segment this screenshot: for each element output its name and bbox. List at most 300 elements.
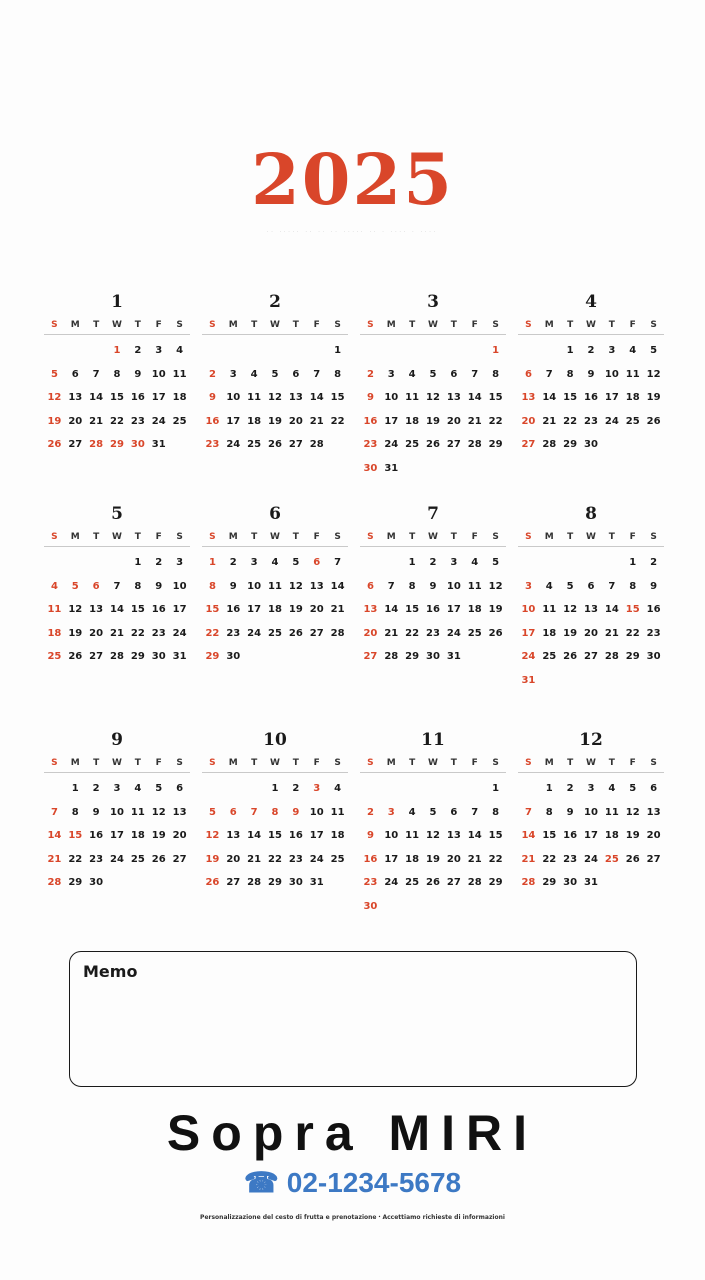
day-cell: 11 (405, 392, 420, 403)
weekday-label: T (608, 532, 615, 542)
day-cell: 15 (205, 604, 220, 615)
day-cell: 30 (426, 651, 440, 662)
weekday-label: T (450, 320, 457, 330)
weekday-label: T (567, 532, 574, 542)
weekday-label: W (428, 758, 438, 768)
day-empty (265, 339, 286, 363)
day-cell: 31 (384, 462, 399, 474)
weekday-label: T (134, 758, 141, 768)
day-empty (223, 777, 244, 801)
day-cell: 16 (563, 830, 578, 841)
day-cell: 2 (92, 783, 100, 794)
weekday-label: T (409, 320, 416, 330)
day-cell: 4 (334, 783, 342, 794)
day-cell: 15 (488, 830, 503, 841)
day-cell: 18 (172, 392, 187, 403)
day-cell: 18 (330, 830, 345, 841)
month-title: 12 (579, 730, 603, 750)
day-cell: 21 (330, 604, 345, 615)
weekday-label: F (471, 758, 478, 768)
day-cell: 8 (208, 580, 216, 592)
day-cell: 31 (521, 674, 536, 686)
day-cell: 24 (521, 651, 536, 662)
day-cell: 7 (50, 806, 58, 818)
day-empty (601, 551, 622, 575)
day-cell: 19 (646, 392, 661, 403)
day-cell: 30 (646, 651, 661, 662)
weekday-header (202, 320, 348, 335)
day-empty (360, 777, 381, 801)
day-cell: 30 (363, 900, 378, 912)
day-cell: 25 (542, 651, 557, 662)
month-title: 2 (269, 292, 281, 312)
day-cell: 8 (271, 806, 279, 818)
day-empty (402, 777, 423, 801)
day-cell: 11 (405, 830, 420, 841)
day-grid (360, 547, 506, 669)
day-cell: 1 (113, 345, 121, 356)
day-cell: 10 (110, 806, 124, 818)
day-cell: 3 (387, 368, 395, 380)
day-cell: 23 (89, 853, 104, 865)
day-cell: 11 (604, 806, 619, 818)
day-cell: 23 (151, 627, 166, 639)
day-cell: 16 (226, 604, 241, 615)
day-cell: 27 (226, 877, 241, 888)
day-cell: 27 (646, 853, 661, 865)
day-grid (44, 773, 190, 895)
day-cell: 6 (92, 580, 100, 592)
day-empty (65, 551, 86, 575)
day-cell: 22 (110, 415, 124, 427)
weekday-label: T (93, 320, 100, 330)
day-cell: 13 (89, 604, 104, 615)
day-cell: 16 (426, 604, 440, 615)
day-cell: 28 (604, 651, 619, 662)
day-cell: 26 (488, 627, 503, 639)
weekday-label: M (544, 758, 554, 768)
day-cell: 18 (405, 415, 420, 427)
day-cell: 6 (71, 368, 79, 380)
month-3 (360, 290, 506, 502)
day-cell: 24 (384, 439, 399, 450)
weekday-label: T (409, 532, 416, 542)
day-cell: 9 (155, 580, 163, 592)
day-cell: 12 (68, 604, 83, 615)
weekday-label: S (334, 320, 341, 330)
day-cell: 23 (130, 415, 145, 427)
day-cell: 8 (492, 368, 500, 380)
day-cell: 13 (288, 392, 303, 403)
day-grid (202, 773, 348, 895)
day-cell: 9 (292, 806, 300, 818)
weekday-header (44, 320, 190, 335)
day-cell: 20 (363, 627, 378, 639)
day-cell: 20 (226, 853, 241, 865)
day-cell: 12 (426, 392, 440, 403)
day-cell: 30 (288, 877, 303, 888)
day-cell: 27 (446, 439, 461, 450)
day-cell: 9 (366, 830, 374, 841)
day-cell: 12 (563, 604, 578, 615)
day-cell: 5 (71, 580, 79, 592)
weekday-label: T (251, 758, 258, 768)
day-cell: 23 (226, 627, 241, 639)
day-cell: 7 (471, 806, 479, 818)
day-cell: 14 (47, 830, 62, 841)
day-cell: 6 (450, 806, 458, 818)
day-empty (518, 777, 539, 801)
day-cell: 13 (446, 830, 461, 841)
day-cell: 17 (584, 830, 598, 841)
weekday-label: W (270, 320, 280, 330)
day-cell: 19 (268, 415, 282, 427)
weekday-header (360, 532, 506, 547)
weekday-label: S (492, 532, 499, 542)
day-cell: 5 (629, 783, 637, 794)
weekday-label: S (525, 758, 532, 768)
month-4 (518, 290, 664, 502)
day-cell: 8 (629, 580, 637, 592)
month-title: 1 (111, 292, 123, 312)
day-cell: 13 (584, 604, 598, 615)
weekday-label: S (650, 758, 657, 768)
day-cell: 29 (130, 651, 145, 662)
month-title: 11 (421, 730, 445, 750)
day-cell: 25 (604, 853, 619, 865)
weekday-label: T (251, 532, 258, 542)
day-cell: 7 (334, 557, 342, 568)
day-cell: 4 (50, 580, 58, 592)
weekday-label: T (450, 532, 457, 542)
day-cell: 14 (247, 830, 262, 841)
day-cell: 26 (563, 651, 578, 662)
day-cell: 20 (309, 604, 324, 615)
day-cell: 30 (130, 439, 145, 450)
month-12 (518, 728, 664, 948)
day-cell: 16 (646, 604, 661, 615)
day-cell: 7 (387, 580, 395, 592)
weekday-label: T (292, 758, 299, 768)
day-empty (244, 777, 265, 801)
day-cell: 28 (384, 651, 399, 662)
weekday-label: M (228, 532, 238, 542)
day-cell: 15 (68, 830, 83, 841)
month-8 (518, 502, 664, 728)
day-cell: 29 (110, 439, 124, 450)
day-empty (518, 339, 539, 363)
day-cell: 24 (384, 877, 399, 888)
day-cell: 5 (650, 345, 658, 356)
day-cell: 12 (151, 806, 166, 818)
day-cell: 15 (542, 830, 557, 841)
day-cell: 2 (650, 557, 658, 568)
day-cell: 18 (604, 830, 619, 841)
day-cell: 25 (268, 627, 282, 639)
day-cell: 12 (268, 392, 282, 403)
weekday-label: F (155, 758, 162, 768)
month-title: 5 (111, 504, 123, 524)
day-cell: 31 (446, 651, 461, 662)
month-title: 8 (585, 504, 597, 524)
day-cell: 1 (629, 557, 637, 568)
weekday-label: W (112, 532, 122, 542)
day-cell: 16 (363, 415, 378, 427)
weekday-label: F (629, 532, 636, 542)
day-cell: 24 (172, 627, 187, 639)
day-cell: 22 (488, 415, 503, 427)
day-cell: 14 (604, 604, 619, 615)
day-cell: 23 (288, 853, 303, 865)
day-cell: 15 (625, 604, 640, 615)
weekday-header (518, 532, 664, 547)
day-cell: 9 (134, 368, 142, 380)
day-cell: 17 (604, 392, 619, 403)
day-cell: 6 (587, 580, 595, 592)
weekday-label: F (313, 320, 320, 330)
day-cell: 15 (563, 392, 578, 403)
day-cell: 24 (309, 853, 324, 865)
day-cell: 17 (446, 604, 461, 615)
day-cell: 4 (408, 368, 416, 380)
day-empty (202, 339, 223, 363)
day-cell: 22 (563, 415, 578, 427)
day-cell: 1 (492, 345, 500, 356)
day-cell: 4 (608, 783, 616, 794)
day-cell: 19 (47, 415, 62, 427)
day-grid (360, 335, 506, 480)
day-cell: 14 (467, 830, 482, 841)
day-cell: 2 (134, 345, 142, 356)
weekday-label: M (386, 532, 396, 542)
day-cell: 29 (488, 877, 503, 888)
day-cell: 30 (89, 877, 104, 888)
weekday-label: F (155, 320, 162, 330)
weekday-label: S (51, 532, 58, 542)
day-grid (202, 547, 348, 669)
day-cell: 18 (467, 604, 482, 615)
day-cell: 19 (426, 415, 440, 427)
day-empty (560, 551, 581, 575)
day-cell: 12 (205, 830, 220, 841)
day-cell: 31 (151, 439, 166, 450)
day-cell: 4 (271, 557, 279, 568)
weekday-label: F (471, 532, 478, 542)
day-grid (518, 547, 664, 692)
day-cell: 29 (268, 877, 282, 888)
weekday-label: T (134, 320, 141, 330)
weekday-label: T (93, 758, 100, 768)
weekday-header (360, 320, 506, 335)
day-cell: 1 (408, 557, 416, 568)
weekday-label: S (176, 320, 183, 330)
day-cell: 30 (563, 877, 578, 888)
weekday-label: S (209, 532, 216, 542)
day-cell: 10 (521, 604, 536, 615)
weekday-header (44, 758, 190, 773)
day-cell: 25 (405, 439, 420, 450)
day-cell: 13 (363, 604, 378, 615)
day-cell: 25 (172, 415, 187, 427)
phone-icon: ☎ (243, 1167, 279, 1198)
day-cell: 28 (330, 627, 345, 639)
day-cell: 1 (545, 783, 553, 794)
day-cell: 29 (563, 439, 578, 450)
weekday-label: T (608, 758, 615, 768)
day-cell: 21 (384, 627, 399, 639)
day-cell: 21 (467, 853, 482, 865)
day-grid (44, 547, 190, 669)
weekday-label: F (629, 758, 636, 768)
weekday-label: S (334, 532, 341, 542)
day-cell: 26 (68, 651, 83, 662)
day-cell: 31 (584, 877, 598, 888)
day-cell: 21 (604, 627, 619, 639)
day-cell: 2 (155, 557, 163, 568)
day-cell: 14 (467, 392, 482, 403)
day-cell: 22 (405, 627, 420, 639)
day-cell: 13 (521, 392, 536, 403)
weekday-label: M (228, 758, 238, 768)
month-6 (202, 502, 348, 728)
weekday-header (518, 320, 664, 335)
day-cell: 1 (566, 345, 574, 356)
day-cell: 2 (587, 345, 595, 356)
day-cell: 23 (363, 877, 378, 888)
day-cell: 17 (172, 604, 187, 615)
day-cell: 24 (110, 853, 124, 865)
month-7 (360, 502, 506, 728)
weekday-label: F (313, 758, 320, 768)
day-cell: 5 (292, 557, 300, 568)
weekday-label: S (334, 758, 341, 768)
weekday-label: T (292, 532, 299, 542)
day-empty (360, 339, 381, 363)
month-title: 7 (427, 504, 439, 524)
day-cell: 6 (524, 368, 532, 380)
day-cell: 29 (488, 439, 503, 450)
footer-note: Personalizzazione del cesto di frutta e prenotazione・Accettiamo richieste di informazioni (200, 1214, 505, 1221)
day-cell: 13 (446, 392, 461, 403)
day-cell: 2 (292, 783, 300, 794)
day-cell: 27 (172, 853, 187, 865)
weekday-label: M (228, 320, 238, 330)
weekday-label: M (70, 758, 80, 768)
day-cell: 25 (625, 415, 640, 427)
day-empty (65, 339, 86, 363)
day-cell: 4 (545, 580, 553, 592)
day-cell: 2 (366, 806, 374, 818)
day-cell: 11 (542, 604, 557, 615)
day-cell: 4 (629, 345, 637, 356)
day-cell: 16 (130, 392, 145, 403)
day-cell: 1 (134, 557, 142, 568)
calendar-grid (44, 290, 664, 948)
weekday-label: W (428, 532, 438, 542)
day-cell: 24 (226, 439, 241, 450)
weekday-label: M (70, 532, 80, 542)
day-cell: 2 (208, 368, 216, 380)
day-empty (381, 777, 402, 801)
day-cell: 17 (151, 392, 166, 403)
day-cell: 26 (268, 439, 282, 450)
month-title: 10 (263, 730, 287, 750)
day-cell: 1 (271, 783, 279, 794)
day-cell: 7 (313, 368, 321, 380)
day-empty (423, 777, 444, 801)
day-cell: 30 (363, 462, 378, 474)
day-cell: 2 (429, 557, 437, 568)
day-cell: 23 (563, 853, 578, 865)
day-cell: 19 (563, 627, 578, 639)
day-cell: 8 (566, 368, 574, 380)
day-cell: 27 (521, 439, 536, 450)
day-grid (202, 335, 348, 457)
day-cell: 14 (89, 392, 104, 403)
day-cell: 13 (68, 392, 83, 403)
day-cell: 3 (155, 345, 163, 356)
day-cell: 8 (492, 806, 500, 818)
day-cell: 9 (566, 806, 574, 818)
day-cell: 25 (47, 651, 62, 662)
day-cell: 10 (584, 806, 598, 818)
day-cell: 14 (521, 830, 536, 841)
day-cell: 25 (467, 627, 482, 639)
day-cell: 8 (408, 580, 416, 592)
day-empty (464, 777, 485, 801)
day-cell: 21 (309, 415, 324, 427)
day-empty (202, 777, 223, 801)
day-cell: 20 (646, 830, 661, 841)
day-cell: 16 (151, 604, 166, 615)
day-empty (402, 339, 423, 363)
day-cell: 30 (226, 651, 241, 662)
day-cell: 19 (68, 627, 83, 639)
weekday-label: T (292, 320, 299, 330)
day-cell: 11 (247, 392, 262, 403)
day-cell: 10 (384, 392, 399, 403)
day-cell: 27 (89, 651, 104, 662)
day-cell: 28 (467, 439, 482, 450)
weekday-label: W (586, 320, 596, 330)
weekday-label: S (209, 320, 216, 330)
day-empty (539, 339, 560, 363)
day-cell: 17 (384, 415, 399, 427)
weekday-label: T (93, 532, 100, 542)
day-cell: 27 (584, 651, 598, 662)
weekday-header (360, 758, 506, 773)
day-cell: 3 (524, 580, 532, 592)
day-cell: 18 (130, 830, 145, 841)
day-cell: 12 (426, 830, 440, 841)
day-cell: 3 (313, 783, 321, 794)
day-cell: 27 (288, 439, 303, 450)
day-cell: 5 (492, 557, 500, 568)
day-cell: 8 (71, 806, 79, 818)
month-title: 6 (269, 504, 281, 524)
day-cell: 22 (68, 853, 83, 865)
day-empty (464, 339, 485, 363)
day-cell: 31 (172, 651, 187, 662)
day-cell: 3 (587, 783, 595, 794)
day-cell: 12 (625, 806, 640, 818)
weekday-header (202, 758, 348, 773)
day-cell: 7 (92, 368, 100, 380)
day-cell: 7 (524, 806, 532, 818)
day-cell: 17 (309, 830, 324, 841)
day-cell: 22 (625, 627, 640, 639)
day-cell: 26 (288, 627, 303, 639)
